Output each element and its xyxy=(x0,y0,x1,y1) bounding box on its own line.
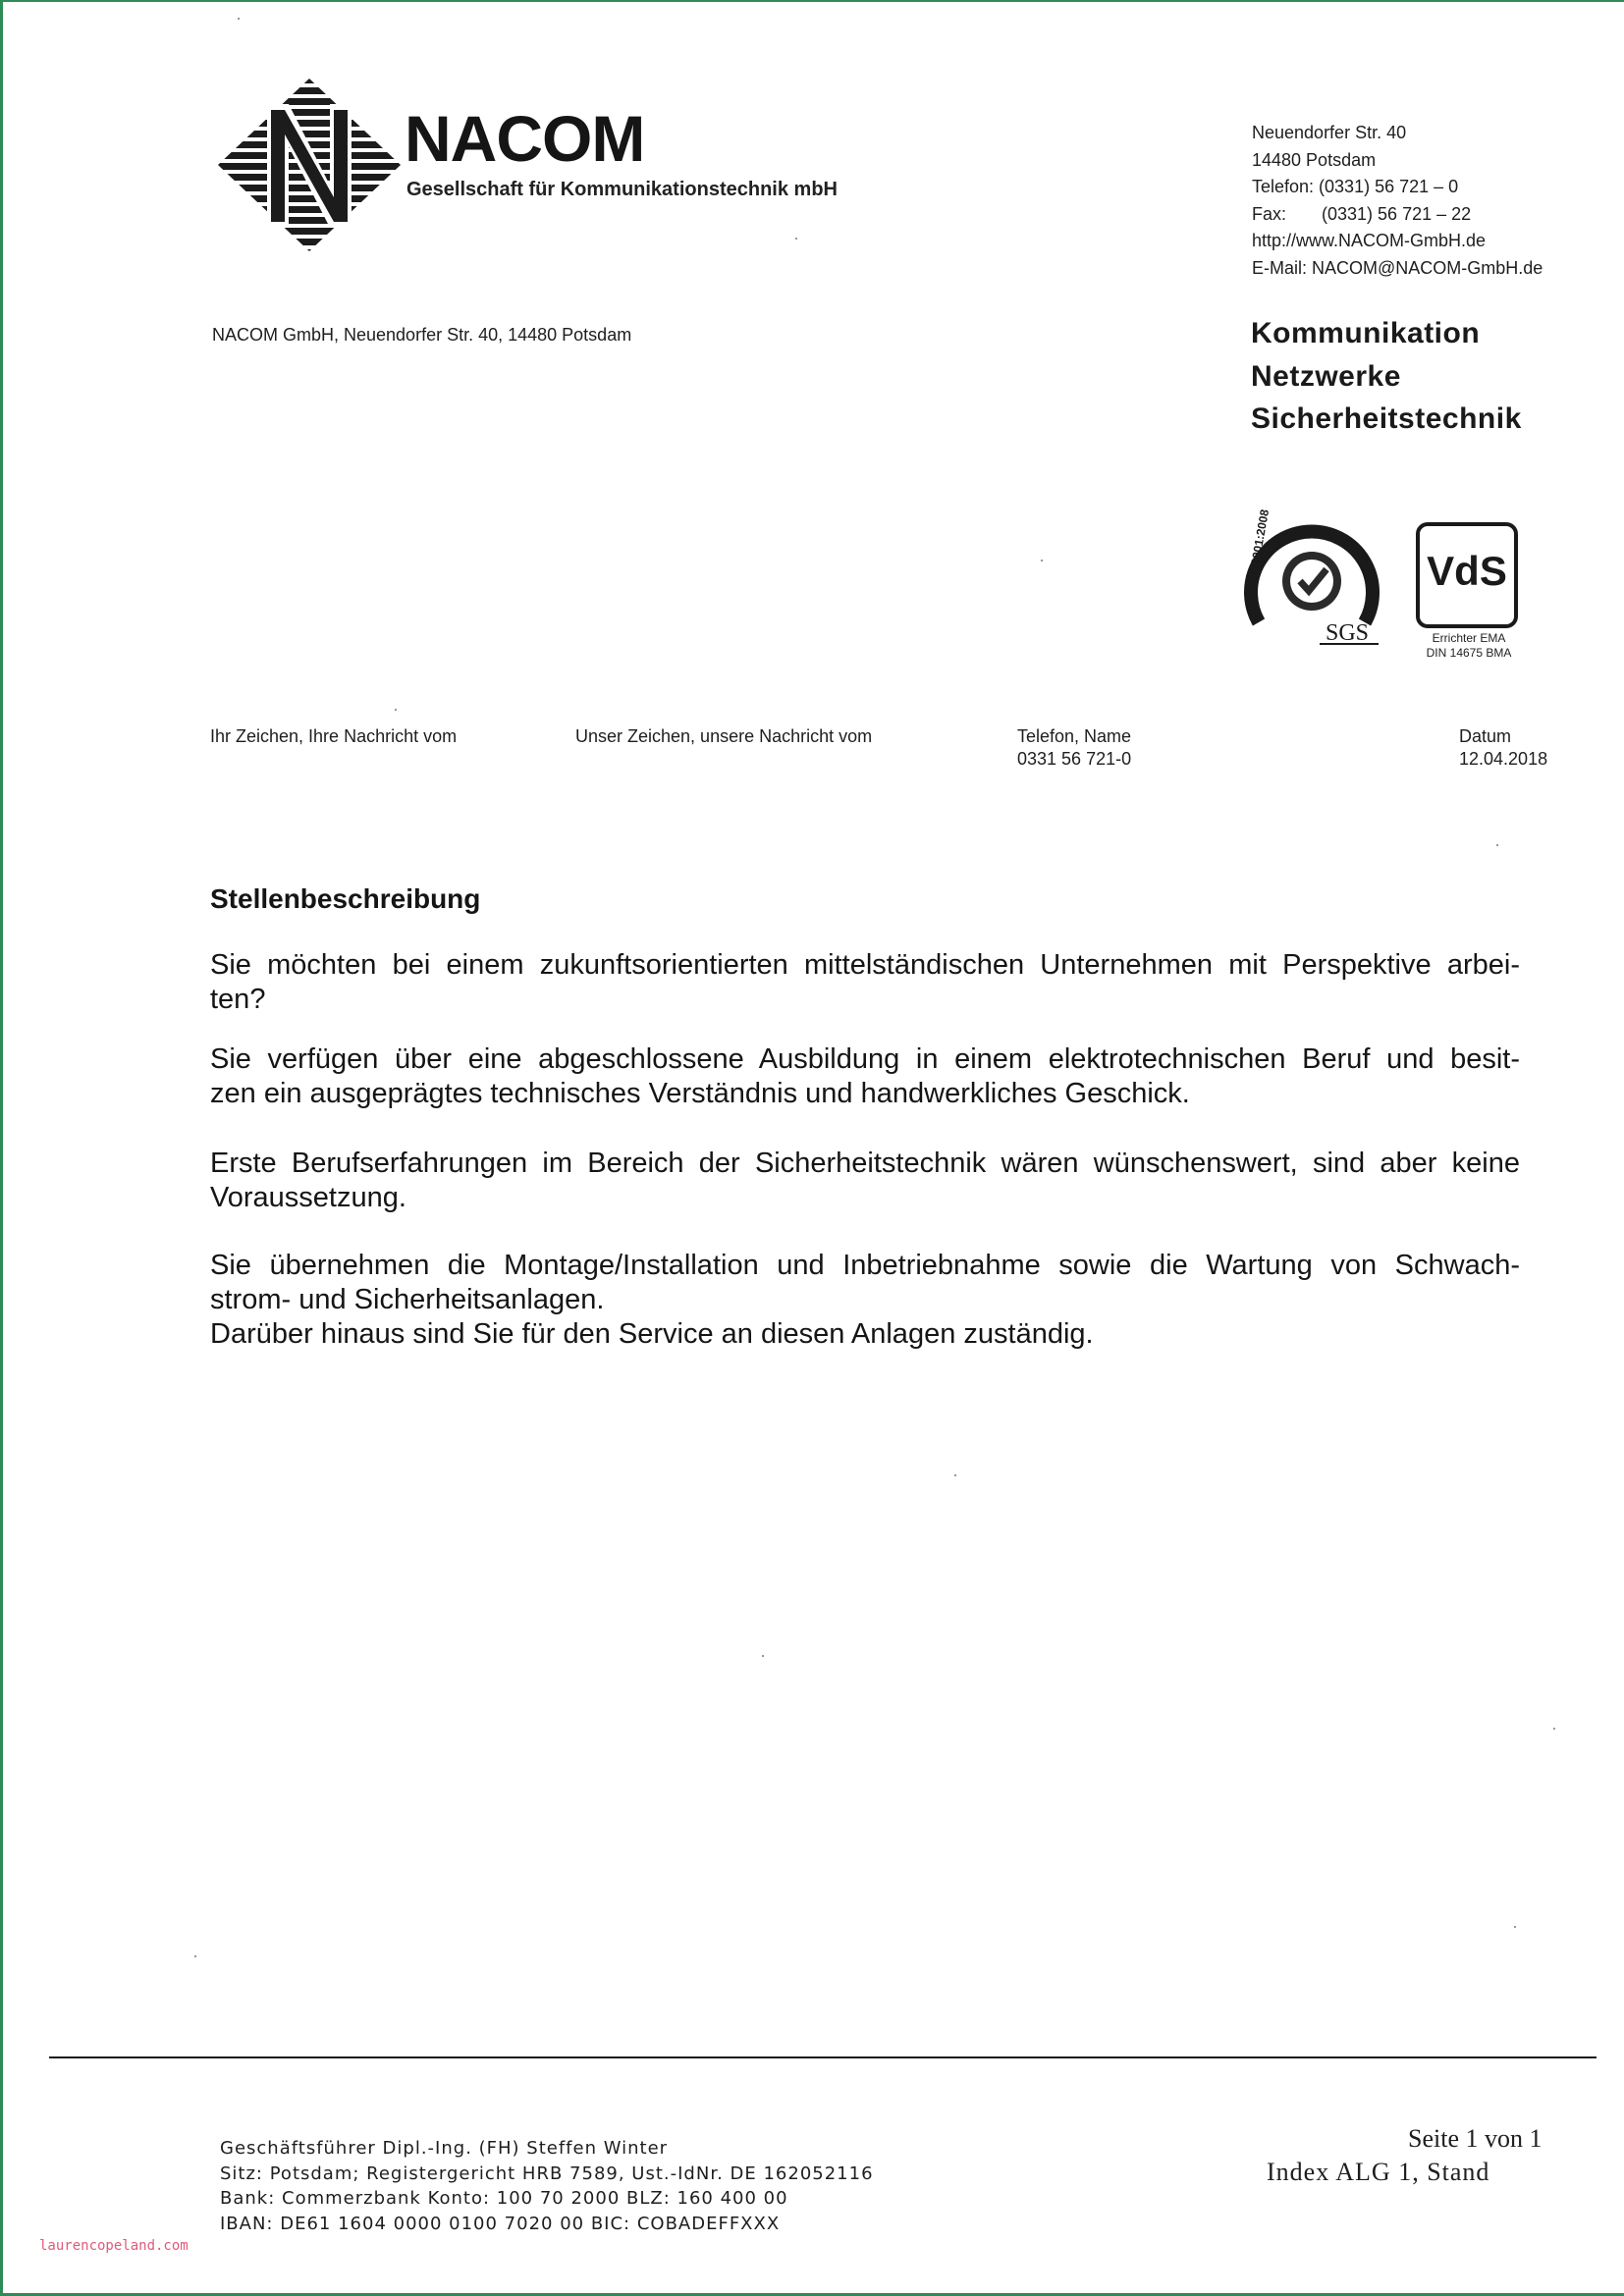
document-index: Index ALG 1, Stand xyxy=(1267,2158,1490,2186)
date-value: 12.04.2018 xyxy=(1459,749,1548,769)
watermark-text: laurencopeland.com xyxy=(39,2238,189,2254)
paragraph-3 xyxy=(210,1147,1520,1215)
contact-block xyxy=(1252,120,1543,283)
footer-iban: IBAN: DE61 1604 0000 0100 7020 00 BIC: COBADEFFXXX xyxy=(220,2213,781,2234)
nacom-logo-icon xyxy=(216,77,403,253)
vds-label: VdS xyxy=(1427,548,1507,594)
phone-value: 0331 56 721-0 xyxy=(1017,749,1132,769)
company-name: NACOM xyxy=(405,102,645,175)
paragraph-line: Sie übernehmen die Montage/Installation und Inbetriebnahme sowie die Wartung von Schwach- xyxy=(210,1250,1520,1281)
letter-heading: Stellenbeschreibung xyxy=(210,883,481,914)
date-label: Datum xyxy=(1459,726,1512,746)
iso-certification-seal-icon xyxy=(1241,503,1384,650)
footer-registry: Sitz: Potsdam; Registergericht HRB 7589, Ust.-IdNr. DE 162052116 xyxy=(220,2163,874,2184)
scan-speck xyxy=(795,238,797,240)
fax-label: Fax: xyxy=(1252,203,1287,224)
paragraph-line: Erste Berufserfahrungen im Bereich der Sicherheitstechnik wären wünschenswert, sind aber keine xyxy=(210,1148,1520,1179)
paragraph-line: Darüber hinaus sind Sie für den Service an diesen Anlagen zuständig. xyxy=(210,1318,1094,1350)
page-number: Seite 1 von 1 xyxy=(1408,2124,1543,2153)
our-reference-label: Unser Zeichen, unsere Nachricht vom xyxy=(575,726,873,746)
fax-value: (0331) 56 721 – 22 xyxy=(1322,203,1472,224)
return-address: NACOM GmbH, Neuendorfer Str. 40, 14480 Potsdam xyxy=(212,325,632,345)
page-border-left xyxy=(0,0,3,2296)
paragraph-line: Voraussetzung. xyxy=(210,1182,406,1213)
paragraph-line: strom- und Sicherheitsanlagen. xyxy=(210,1284,605,1315)
scan-speck xyxy=(1514,1926,1516,1928)
paragraph-line: Sie verfügen über eine abgeschlossene Ausbildung in einem elektrotechnischen Beruf und besit- xyxy=(210,1043,1520,1075)
contact-email: E-Mail: NACOM@NACOM-GmbH.de xyxy=(1252,257,1543,278)
contact-street: Neuendorfer Str. 40 xyxy=(1252,123,1407,142)
scan-speck xyxy=(1041,560,1043,561)
company-subtitle: Gesellschaft für Kommunikationstechnik mbH xyxy=(406,179,838,200)
scan-speck xyxy=(954,1474,956,1476)
iso-brand: SGS xyxy=(1326,620,1370,646)
iso-text: ISO 9001:2008 xyxy=(1244,507,1272,590)
scan-speck xyxy=(395,709,397,711)
your-reference-label: Ihr Zeichen, Ihre Nachricht vom xyxy=(210,726,458,746)
footer-director: Geschäftsführer Dipl.-Ing. (FH) Steffen Winter xyxy=(220,2138,669,2159)
contact-fax xyxy=(1252,201,1543,229)
phone-name-label: Telefon, Name xyxy=(1017,726,1132,746)
scan-speck xyxy=(1496,844,1498,846)
page-border-top xyxy=(0,0,1624,2)
scan-speck xyxy=(762,1655,764,1657)
paragraph-line: Sie möchten bei einem zukunftsorientierten mittelständischen Unternehmen mit Perspektive arbei- xyxy=(210,949,1520,981)
paragraph-2 xyxy=(210,1042,1520,1111)
vds-caption-2: DIN 14675 BMA xyxy=(1426,646,1512,660)
contact-web: http://www.NACOM-GmbH.de xyxy=(1252,231,1487,251)
vds-caption-1: Errichter EMA xyxy=(1432,631,1506,645)
scan-speck xyxy=(1553,1728,1555,1730)
service-item: Kommunikation xyxy=(1251,317,1481,349)
paragraph-line: ten? xyxy=(210,984,266,1015)
contact-city: 14480 Potsdam xyxy=(1252,149,1377,170)
services-list xyxy=(1251,312,1522,441)
footer-bank: Bank: Commerzbank Konto: 100 70 2000 BLZ: 160 400 00 xyxy=(220,2188,788,2209)
service-item: Sicherheitstechnik xyxy=(1251,402,1522,435)
scan-speck xyxy=(238,18,240,20)
paragraph-4 xyxy=(210,1249,1520,1352)
scan-speck xyxy=(194,1955,196,1957)
footer-divider xyxy=(49,2056,1597,2058)
paragraph-line: zen ein ausgeprägtes technisches Verständnis und handwerkliches Geschick. xyxy=(210,1078,1190,1109)
service-item: Netzwerke xyxy=(1251,359,1401,393)
footer-company-details xyxy=(220,2136,874,2236)
paragraph-1 xyxy=(210,948,1520,1017)
vds-certification-badge xyxy=(1416,522,1518,628)
contact-phone: Telefon: (0331) 56 721 – 0 xyxy=(1252,177,1459,197)
